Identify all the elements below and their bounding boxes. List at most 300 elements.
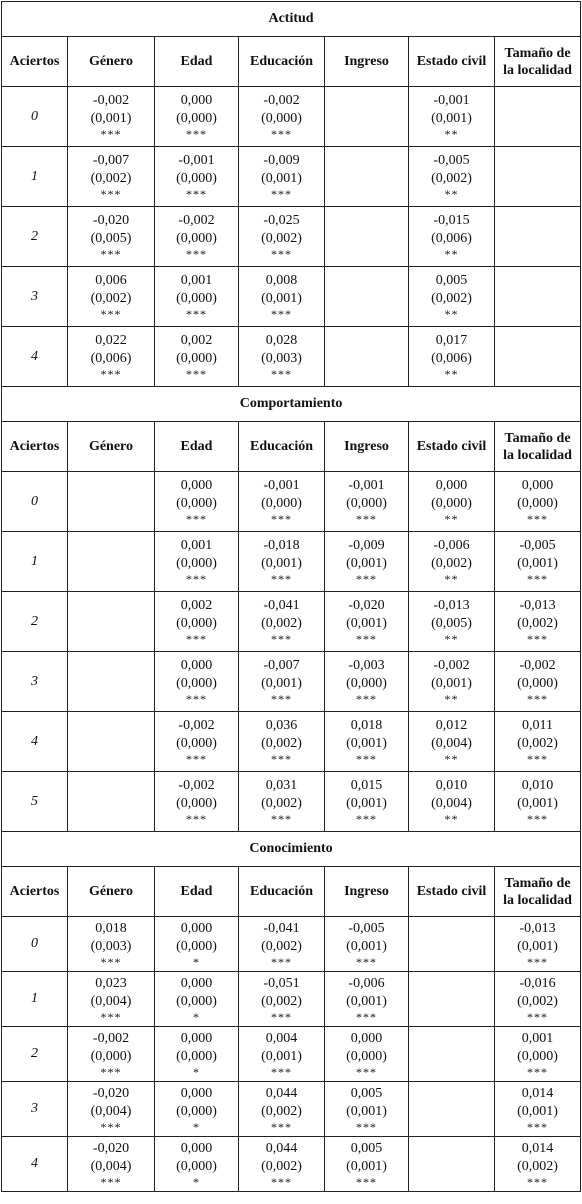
cell-estado-civil	[409, 207, 495, 267]
significance-stars: ***	[186, 512, 207, 526]
coefficient: -0,003	[348, 658, 385, 673]
coefficient: -0,020	[92, 213, 130, 228]
coefficient: -0,007	[263, 658, 300, 673]
standard-error: (0,000)	[261, 496, 302, 511]
standard-error: (0,000)	[176, 231, 217, 246]
table-row	[2, 532, 581, 592]
cell-tamano-localidad	[495, 917, 581, 972]
significance-stars: ***	[356, 812, 377, 826]
table-row	[2, 327, 581, 387]
significance-stars: ***	[527, 1174, 549, 1189]
aciertos-cell: 5	[2, 772, 68, 832]
cell-educacion	[239, 1137, 325, 1192]
aciertos-cell: 1	[2, 972, 68, 1027]
cell-tamano-localidad	[495, 712, 581, 772]
cell-estado-civil	[409, 267, 495, 327]
standard-error: (0,000)	[176, 993, 217, 1009]
cell-ingreso	[325, 207, 409, 267]
standard-error: (0,006)	[431, 351, 472, 366]
coefficient: 0,044	[265, 1085, 298, 1101]
cell-ingreso	[325, 1082, 409, 1137]
standard-error: (0,002)	[261, 616, 302, 631]
coefficient: -0,051	[263, 975, 300, 991]
coefficient: -0,001	[433, 93, 470, 108]
cell-edad	[155, 712, 239, 772]
standard-error: (0,002)	[517, 736, 558, 751]
standard-error: (0,000)	[176, 496, 217, 511]
significance-stars: ***	[100, 247, 122, 261]
cell-tamano-localidad	[495, 972, 581, 1027]
header-edad: Edad	[155, 867, 239, 917]
aciertos-cell: 0	[2, 917, 68, 972]
section-title-row	[2, 387, 581, 422]
significance-stars: ***	[271, 954, 292, 969]
standard-error: (0,004)	[431, 736, 472, 751]
significance-stars: ***	[271, 1064, 292, 1079]
aciertos-cell: 1	[2, 147, 68, 207]
header-aciertos: Aciertos	[2, 422, 68, 472]
significance-stars: **	[444, 812, 459, 826]
cell-educacion	[239, 532, 325, 592]
coefficient: -0,013	[519, 920, 556, 936]
cell-ingreso	[325, 1137, 409, 1192]
coefficient: -0,016	[519, 975, 556, 991]
standard-error: (0,001)	[346, 993, 387, 1009]
significance-stars: ***	[100, 307, 122, 321]
coefficient: -0,001	[178, 153, 215, 168]
header-ingreso: Ingreso	[325, 867, 409, 917]
coefficient: 0,028	[265, 333, 298, 348]
cell-genero	[68, 917, 155, 972]
cell-genero	[68, 532, 155, 592]
coefficient: 0,000	[180, 1030, 213, 1046]
significance-stars: ***	[186, 752, 207, 766]
cell-edad	[155, 917, 239, 972]
cell-ingreso	[325, 532, 409, 592]
cell-tamano-localidad	[495, 472, 581, 532]
cell-educacion	[239, 592, 325, 652]
cell-genero	[68, 1137, 155, 1192]
standard-error: (0,000)	[176, 1103, 217, 1119]
significance-stars: ***	[527, 1119, 549, 1134]
column-header-row	[2, 867, 581, 917]
significance-stars: *	[193, 954, 200, 969]
significance-stars: **	[444, 187, 459, 201]
significance-stars: ***	[100, 1174, 122, 1189]
standard-error: (0,002)	[261, 938, 302, 954]
standard-error: (0,001)	[431, 111, 472, 126]
coefficient: -0,005	[348, 920, 385, 936]
cell-educacion	[239, 772, 325, 832]
header-tamano-localidad	[495, 867, 581, 917]
table-row	[2, 652, 581, 712]
aciertos-cell: 4	[2, 1137, 68, 1192]
significance-stars: ***	[356, 752, 377, 766]
header-genero: Género	[68, 422, 155, 472]
significance-stars: ***	[271, 127, 292, 141]
significance-stars: ***	[271, 367, 292, 381]
table-row	[2, 87, 581, 147]
cell-ingreso	[325, 267, 409, 327]
standard-error: (0,000)	[176, 1158, 217, 1174]
section-title: Comportamiento	[2, 387, 581, 422]
cell-estado-civil	[409, 592, 495, 652]
header-tamano-line2: la localidad	[503, 892, 572, 908]
coefficient: 0,044	[265, 1140, 298, 1156]
significance-stars: ***	[527, 812, 549, 826]
standard-error: (0,000)	[346, 676, 387, 691]
cell-genero	[68, 712, 155, 772]
significance-stars: ***	[271, 692, 292, 706]
significance-stars: ***	[186, 367, 207, 381]
cell-tamano-localidad	[495, 327, 581, 387]
standard-error: (0,000)	[176, 351, 217, 366]
standard-error: (0,000)	[346, 1048, 387, 1064]
table-row	[2, 772, 581, 832]
coefficient: 0,022	[95, 333, 127, 348]
standard-error: (0,002)	[431, 556, 472, 571]
aciertos-cell: 2	[2, 1027, 68, 1082]
standard-error: (0,000)	[176, 676, 217, 691]
significance-stars: ***	[100, 1119, 122, 1134]
header-estado-civil: Estado civil	[409, 422, 495, 472]
significance-stars: ***	[356, 632, 377, 646]
significance-stars: ***	[100, 187, 122, 201]
section-title-row	[2, 2, 581, 37]
coefficient: -0,002	[178, 718, 215, 733]
significance-stars: **	[444, 692, 459, 706]
coefficient: 0,010	[521, 778, 554, 793]
coefficient: -0,002	[433, 658, 470, 673]
cell-estado-civil	[409, 972, 495, 1027]
coefficient: -0,013	[519, 598, 556, 613]
table-row	[2, 267, 581, 327]
significance-stars: ***	[356, 954, 377, 969]
cell-edad	[155, 472, 239, 532]
coefficient: -0,007	[92, 153, 130, 168]
standard-error: (0,002)	[261, 736, 302, 751]
section-title-row	[2, 832, 581, 867]
standard-error: (0,003)	[90, 938, 132, 954]
cell-estado-civil	[409, 472, 495, 532]
cell-edad	[155, 147, 239, 207]
header-edad: Edad	[155, 422, 239, 472]
standard-error: (0,002)	[261, 231, 302, 246]
standard-error: (0,001)	[431, 676, 472, 691]
coefficient: 0,000	[180, 1085, 213, 1101]
aciertos-cell: 3	[2, 267, 68, 327]
table-row	[2, 972, 581, 1027]
significance-stars: ***	[356, 512, 377, 526]
standard-error: (0,002)	[90, 171, 132, 186]
standard-error: (0,000)	[176, 736, 217, 751]
significance-stars: ***	[356, 692, 377, 706]
significance-stars: ***	[186, 247, 207, 261]
significance-stars: ***	[527, 692, 549, 706]
cell-edad	[155, 592, 239, 652]
results-table-container	[1, 1, 580, 1192]
cell-tamano-localidad	[495, 147, 581, 207]
significance-stars: **	[444, 572, 459, 586]
header-estado-civil: Estado civil	[409, 867, 495, 917]
section-title: Actitud	[2, 2, 581, 37]
coefficient: 0,031	[265, 778, 298, 793]
aciertos-cell: 0	[2, 87, 68, 147]
coefficient: 0,000	[521, 478, 554, 493]
significance-stars: ***	[271, 632, 292, 646]
standard-error: (0,001)	[346, 1158, 387, 1174]
standard-error: (0,001)	[346, 556, 387, 571]
standard-error: (0,000)	[517, 1048, 558, 1064]
cell-ingreso	[325, 472, 409, 532]
cell-tamano-localidad	[495, 772, 581, 832]
header-tamano-line1: Tamaño de	[504, 430, 571, 446]
cell-genero	[68, 592, 155, 652]
standard-error: (0,000)	[176, 938, 217, 954]
significance-stars: ***	[271, 247, 292, 261]
cell-genero	[68, 147, 155, 207]
significance-stars: ***	[271, 307, 292, 321]
coefficient: 0,012	[435, 718, 468, 733]
standard-error: (0,001)	[346, 938, 387, 954]
coefficient: -0,005	[519, 538, 556, 553]
coefficient: 0,018	[350, 718, 383, 733]
coefficient: -0,001	[263, 478, 300, 493]
cell-tamano-localidad	[495, 1082, 581, 1137]
cell-edad	[155, 1137, 239, 1192]
standard-error: (0,001)	[261, 1048, 302, 1064]
results-table-body	[2, 2, 581, 1192]
coefficient: -0,015	[433, 213, 470, 228]
coefficient: 0,001	[180, 538, 213, 553]
standard-error: (0,001)	[90, 111, 132, 126]
table-row	[2, 1137, 581, 1192]
standard-error: (0,002)	[517, 993, 558, 1009]
header-tamano-localidad	[495, 37, 581, 87]
cell-estado-civil	[409, 772, 495, 832]
significance-stars: **	[444, 512, 459, 526]
cell-tamano-localidad	[495, 592, 581, 652]
coefficient: 0,011	[522, 718, 554, 733]
significance-stars: **	[444, 247, 459, 261]
coefficient: -0,025	[263, 213, 300, 228]
aciertos-cell: 3	[2, 652, 68, 712]
table-row	[2, 472, 581, 532]
standard-error: (0,002)	[261, 796, 302, 811]
coefficient: 0,000	[180, 920, 213, 936]
significance-stars: ***	[100, 127, 122, 141]
significance-stars: *	[193, 1009, 200, 1024]
significance-stars: *	[193, 1174, 200, 1189]
standard-error: (0,001)	[346, 736, 387, 751]
standard-error: (0,001)	[517, 938, 558, 954]
results-table	[1, 1, 581, 1192]
standard-error: (0,005)	[431, 616, 472, 631]
standard-error: (0,001)	[346, 796, 387, 811]
coefficient: 0,002	[180, 333, 213, 348]
significance-stars: ***	[271, 187, 292, 201]
standard-error: (0,001)	[517, 556, 558, 571]
cell-estado-civil	[409, 147, 495, 207]
cell-genero	[68, 87, 155, 147]
cell-estado-civil	[409, 327, 495, 387]
significance-stars: **	[444, 367, 459, 381]
cell-edad	[155, 267, 239, 327]
standard-error: (0,004)	[431, 796, 472, 811]
column-header-row	[2, 37, 581, 87]
cell-ingreso	[325, 87, 409, 147]
significance-stars: ***	[527, 1009, 549, 1024]
header-estado-civil: Estado civil	[409, 37, 495, 87]
cell-genero	[68, 772, 155, 832]
coefficient: 0,001	[180, 273, 213, 288]
significance-stars: ***	[100, 1064, 122, 1079]
significance-stars: ***	[271, 512, 292, 526]
cell-educacion	[239, 1082, 325, 1137]
coefficient: 0,014	[521, 1140, 554, 1156]
cell-educacion	[239, 652, 325, 712]
significance-stars: **	[444, 752, 459, 766]
coefficient: -0,041	[263, 920, 300, 936]
cell-edad	[155, 532, 239, 592]
coefficient: 0,018	[95, 920, 127, 936]
table-row	[2, 207, 581, 267]
coefficient: 0,000	[180, 1140, 213, 1156]
cell-edad	[155, 1027, 239, 1082]
coefficient: 0,004	[265, 1030, 298, 1046]
table-row	[2, 917, 581, 972]
coefficient: 0,000	[350, 1030, 383, 1046]
significance-stars: ***	[356, 1174, 377, 1189]
standard-error: (0,002)	[431, 291, 472, 306]
cell-educacion	[239, 147, 325, 207]
section-title: Conocimiento	[2, 832, 581, 867]
coefficient: 0,000	[180, 975, 213, 991]
significance-stars: ***	[527, 512, 549, 526]
aciertos-cell: 4	[2, 712, 68, 772]
header-tamano-line1: Tamaño de	[504, 45, 571, 61]
cell-ingreso	[325, 592, 409, 652]
significance-stars: ***	[527, 954, 549, 969]
cell-estado-civil	[409, 1137, 495, 1192]
standard-error: (0,001)	[261, 171, 302, 186]
cell-edad	[155, 1082, 239, 1137]
cell-edad	[155, 972, 239, 1027]
standard-error: (0,000)	[90, 1048, 132, 1064]
coefficient: 0,005	[350, 1140, 383, 1156]
aciertos-cell: 2	[2, 207, 68, 267]
coefficient: -0,020	[92, 1085, 130, 1101]
header-edad: Edad	[155, 37, 239, 87]
significance-stars: ***	[356, 572, 377, 586]
cell-edad	[155, 652, 239, 712]
standard-error: (0,004)	[90, 1158, 132, 1174]
standard-error: (0,001)	[517, 796, 558, 811]
table-row	[2, 147, 581, 207]
standard-error: (0,000)	[431, 496, 472, 511]
coefficient: 0,023	[95, 975, 127, 991]
significance-stars: ***	[186, 632, 207, 646]
significance-stars: ***	[527, 632, 549, 646]
standard-error: (0,000)	[176, 556, 217, 571]
significance-stars: ***	[100, 954, 122, 969]
significance-stars: ***	[186, 307, 207, 321]
coefficient: -0,020	[92, 1140, 130, 1156]
standard-error: (0,001)	[261, 556, 302, 571]
cell-educacion	[239, 1027, 325, 1082]
header-ingreso: Ingreso	[325, 37, 409, 87]
aciertos-cell: 1	[2, 532, 68, 592]
cell-tamano-localidad	[495, 87, 581, 147]
header-aciertos: Aciertos	[2, 37, 68, 87]
cell-estado-civil	[409, 652, 495, 712]
cell-edad	[155, 772, 239, 832]
coefficient: 0,010	[435, 778, 468, 793]
header-tamano-line2: la localidad	[503, 447, 572, 463]
header-tamano-line1: Tamaño de	[504, 875, 571, 891]
coefficient: 0,000	[435, 478, 468, 493]
cell-edad	[155, 87, 239, 147]
cell-educacion	[239, 712, 325, 772]
header-genero: Género	[68, 37, 155, 87]
standard-error: (0,004)	[90, 993, 132, 1009]
significance-stars: ***	[100, 367, 122, 381]
cell-educacion	[239, 207, 325, 267]
coefficient: -0,002	[263, 93, 300, 108]
aciertos-cell: 0	[2, 472, 68, 532]
coefficient: -0,018	[263, 538, 300, 553]
aciertos-cell: 4	[2, 327, 68, 387]
table-row	[2, 1027, 581, 1082]
significance-stars: ***	[186, 692, 207, 706]
cell-educacion	[239, 472, 325, 532]
significance-stars: ***	[271, 752, 292, 766]
coefficient: -0,020	[348, 598, 385, 613]
significance-stars: ***	[271, 572, 292, 586]
significance-stars: ***	[527, 572, 549, 586]
cell-educacion	[239, 972, 325, 1027]
cell-tamano-localidad	[495, 1137, 581, 1192]
header-educacion: Educación	[239, 867, 325, 917]
cell-estado-civil	[409, 1027, 495, 1082]
significance-stars: ***	[186, 127, 207, 141]
standard-error: (0,002)	[517, 616, 558, 631]
standard-error: (0,006)	[90, 351, 132, 366]
significance-stars: ***	[527, 1064, 549, 1079]
coefficient: 0,017	[435, 333, 468, 348]
cell-edad	[155, 207, 239, 267]
standard-error: (0,004)	[90, 1103, 132, 1119]
significance-stars: ***	[186, 812, 207, 826]
table-row	[2, 592, 581, 652]
coefficient: 0,005	[435, 273, 468, 288]
cell-genero	[68, 972, 155, 1027]
coefficient: -0,009	[348, 538, 385, 553]
standard-error: (0,002)	[261, 993, 302, 1009]
cell-ingreso	[325, 772, 409, 832]
cell-ingreso	[325, 917, 409, 972]
standard-error: (0,000)	[346, 496, 387, 511]
cell-genero	[68, 472, 155, 532]
cell-genero	[68, 267, 155, 327]
cell-educacion	[239, 327, 325, 387]
cell-ingreso	[325, 1027, 409, 1082]
cell-estado-civil	[409, 917, 495, 972]
significance-stars: ***	[271, 812, 292, 826]
standard-error: (0,001)	[517, 1103, 558, 1119]
standard-error: (0,006)	[431, 231, 472, 246]
table-row	[2, 1082, 581, 1137]
